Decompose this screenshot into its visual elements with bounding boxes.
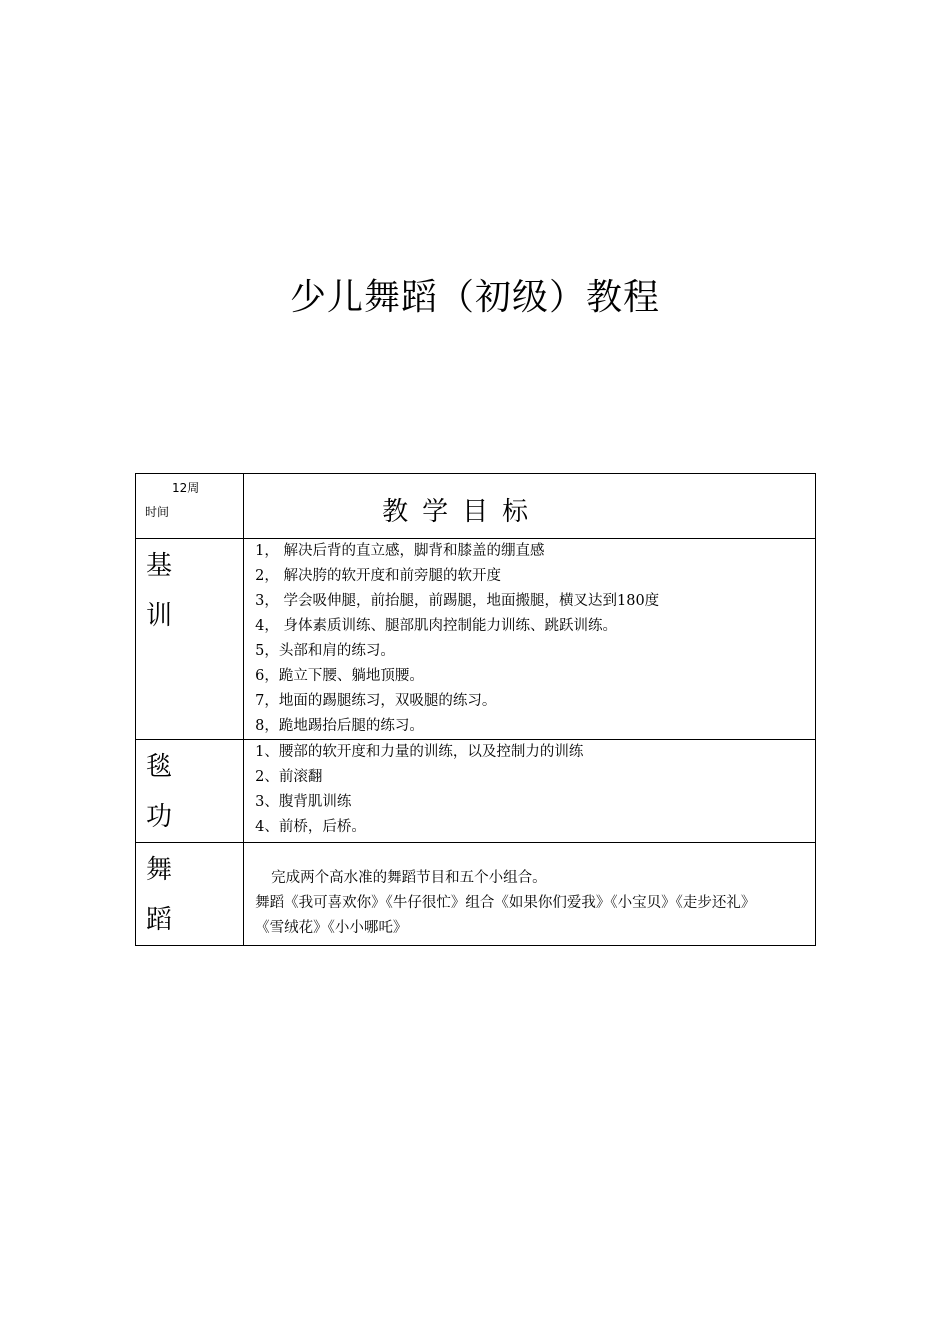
section-label-char: 舞 bbox=[146, 855, 173, 885]
section-label-cell bbox=[136, 539, 244, 740]
goal-line: 3， 学会吸伸腿，前抬腿，前踢腿，地面搬腿，横叉达到180度 bbox=[255, 593, 660, 609]
goal-line: 2， 解决胯的软开度和前旁腿的软开度 bbox=[255, 568, 501, 584]
goal-line: 6，跪立下腰、躺地顶腰。 bbox=[255, 668, 424, 684]
goal-line: 7，地面的踢腿练习，双吸腿的练习。 bbox=[255, 693, 497, 709]
section-label bbox=[136, 843, 243, 945]
dance-pieces-line: 《雪绒花》《小小哪吒》 bbox=[255, 920, 408, 936]
section-label-char: 功 bbox=[146, 802, 173, 832]
goal-line: 4， 身体素质训练、腿部肌肉控制能力训练、跳跃训练。 bbox=[255, 618, 617, 634]
goal-line: 3、腹背肌训练 bbox=[255, 794, 352, 810]
document-title: 少儿舞蹈（初级）教程 bbox=[289, 277, 660, 318]
section-content-cell bbox=[244, 539, 816, 740]
goal-line: 5，头部和肩的练习。 bbox=[255, 643, 395, 659]
goal-line: 2、前滚翻 bbox=[255, 769, 323, 785]
header-goals-cell bbox=[244, 474, 816, 539]
section-label-char: 基 bbox=[146, 551, 173, 581]
goal-line: 8，跪地踢抬后腿的练习。 bbox=[255, 718, 424, 734]
dance-intro: 完成两个高水准的舞蹈节目和五个小组合。 bbox=[271, 870, 547, 886]
goal-line: 1， 解决后背的直立感，脚背和膝盖的绷直感 bbox=[255, 543, 545, 559]
dance-goals bbox=[244, 843, 815, 941]
section-label bbox=[136, 539, 243, 641]
goal-line: 4、前桥，后桥。 bbox=[255, 819, 366, 835]
section-content-cell bbox=[244, 740, 816, 843]
goals-heading: 教学目标 bbox=[382, 497, 543, 527]
section-label-cell bbox=[136, 740, 244, 843]
section-label-char: 蹈 bbox=[146, 905, 173, 935]
table-row bbox=[136, 539, 816, 740]
dance-pieces-line: 舞蹈《我可喜欢你》《牛仔很忙》组合《如果你们爱我》《小宝贝》《走步还礼》 bbox=[255, 895, 756, 911]
time-label: 时间 bbox=[145, 505, 170, 519]
goal-line: 1、腰部的软开度和力量的训练，以及控制力的训练 bbox=[255, 744, 584, 760]
section-label bbox=[136, 740, 243, 842]
goal-list bbox=[244, 539, 815, 739]
table-header-row bbox=[136, 474, 816, 539]
weeks-label: 12周 bbox=[172, 481, 200, 495]
table-row bbox=[136, 843, 816, 946]
header-time-cell bbox=[136, 474, 244, 539]
section-label-cell bbox=[136, 843, 244, 946]
goal-list bbox=[244, 740, 815, 840]
section-label-char: 训 bbox=[146, 601, 173, 631]
section-content-cell bbox=[244, 843, 816, 946]
curriculum-table bbox=[135, 473, 816, 946]
table-row bbox=[136, 740, 816, 843]
section-label-char: 毯 bbox=[146, 752, 173, 782]
